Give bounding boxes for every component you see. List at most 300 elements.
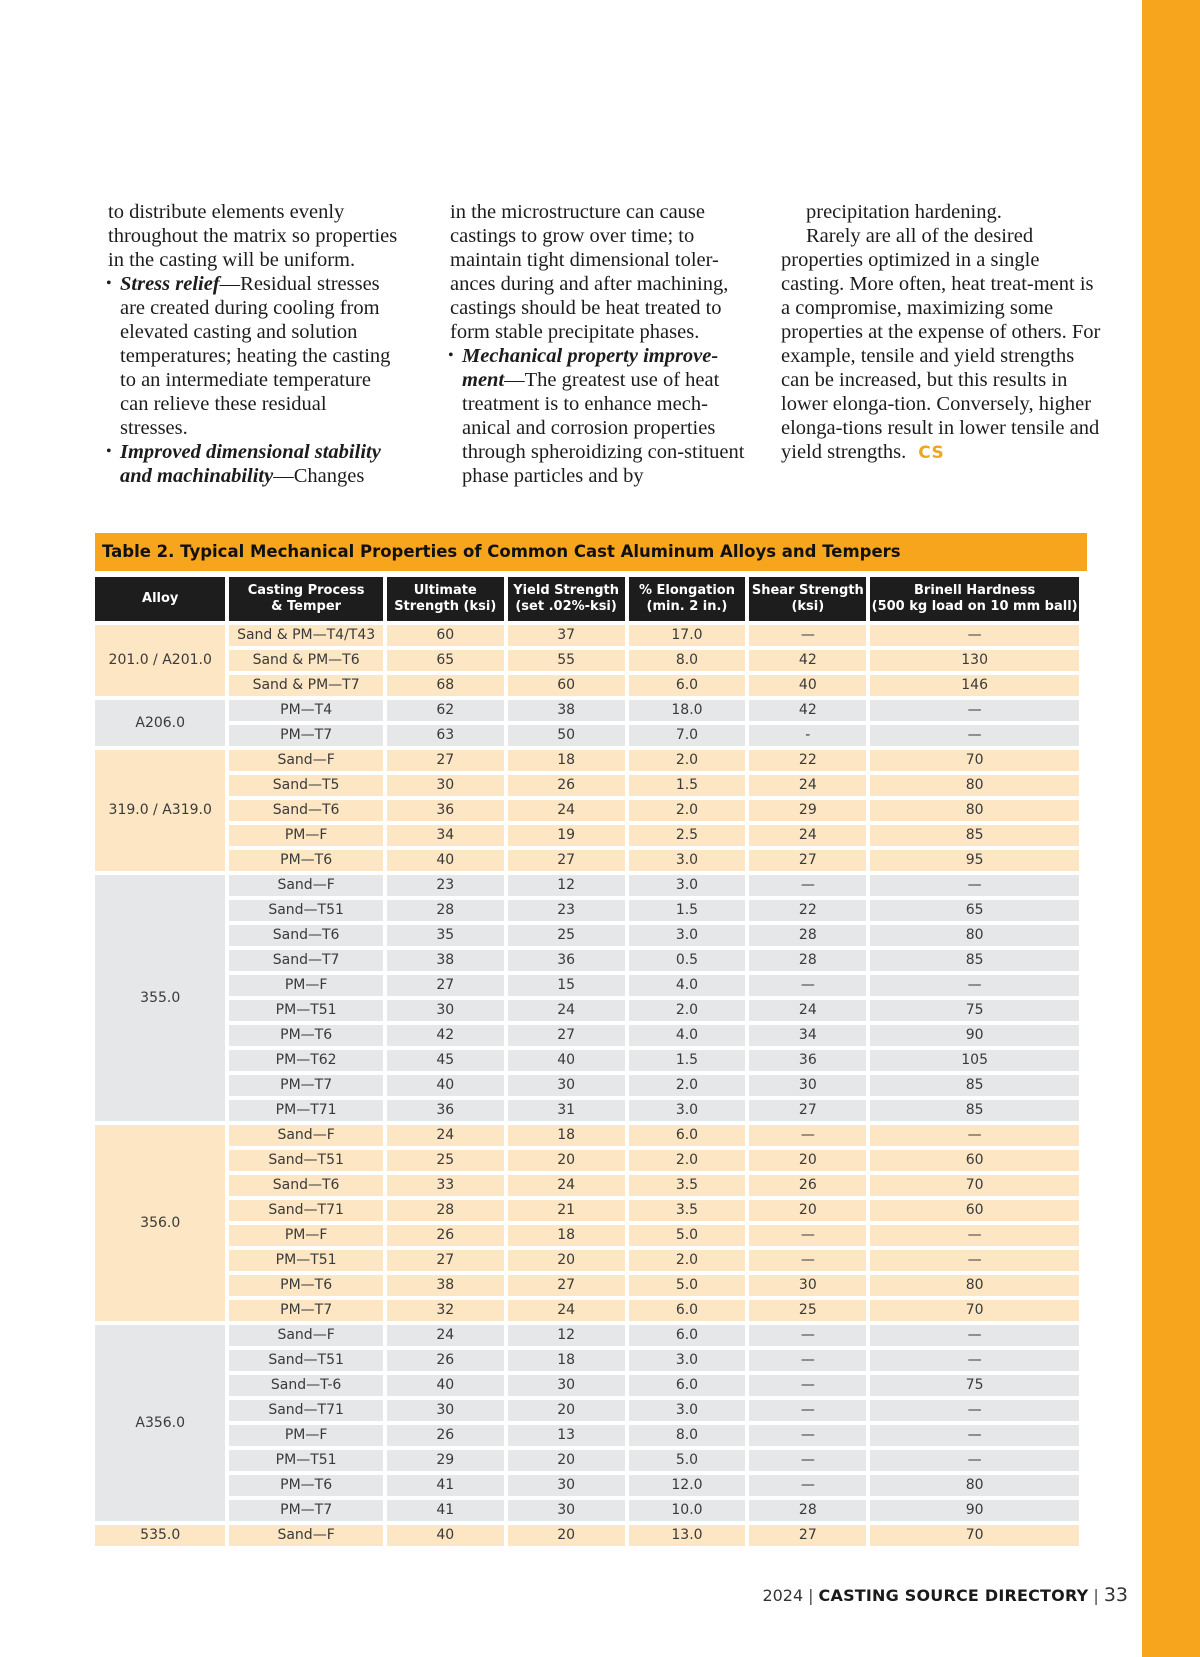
- table-cell: 55: [508, 650, 625, 671]
- table-cell: 30: [508, 1475, 625, 1496]
- table-cell: 85: [870, 825, 1079, 846]
- table-cell: PM—F: [229, 1225, 382, 1246]
- column-header-line: Yield Strength: [513, 583, 619, 598]
- table-cell: PM—T6: [229, 850, 382, 871]
- table-cell: 30: [508, 1500, 625, 1521]
- table-cell: 3.0: [629, 875, 746, 896]
- table-cell: —: [870, 700, 1079, 721]
- table-row: [95, 1025, 1079, 1046]
- table-row: [95, 975, 1079, 996]
- paragraph-text: Rarely are all of the desired properties optimized in a single casting. More often, heat treat-ment is a compromise, maximizing some properties at the expense of others. For example, tensile and yield strengths can be increased, but this results in lower elonga-tion. Conversely, higher elonga-tions result in lower tensile and yield strengths.: [781, 225, 1101, 463]
- table-cell: 24: [508, 1000, 625, 1021]
- table-cell: 5.0: [629, 1275, 746, 1296]
- table-cell: 27: [508, 1275, 625, 1296]
- table-cell: —: [870, 725, 1079, 746]
- table-cell: 45: [387, 1050, 504, 1071]
- table-cell: 28: [387, 900, 504, 921]
- table-cell: 27: [749, 1525, 866, 1546]
- table-cell: 26: [749, 1175, 866, 1196]
- footer-year: 2024: [762, 1586, 804, 1605]
- table-cell: 62: [387, 700, 504, 721]
- page-number: 33: [1103, 1584, 1128, 1606]
- table-cell: 28: [749, 950, 866, 971]
- column-header: [508, 577, 625, 621]
- table-cell: 20: [508, 1450, 625, 1471]
- table-cell: 40: [387, 1375, 504, 1396]
- bullet-paragraph: [108, 272, 398, 440]
- table-cell: PM—T51: [229, 1000, 382, 1021]
- table-cell: 3.0: [629, 1400, 746, 1421]
- table-cell: 6.0: [629, 675, 746, 696]
- table-cell: 23: [508, 900, 625, 921]
- table-cell: 36: [387, 1100, 504, 1121]
- table-row: [95, 775, 1079, 796]
- table-cell: 60: [870, 1150, 1079, 1171]
- table-cell: 75: [870, 1000, 1079, 1021]
- mechanical-properties-table: [91, 573, 1083, 1550]
- table-cell: —: [749, 1450, 866, 1471]
- table-cell: 30: [387, 1400, 504, 1421]
- table-cell: Sand—T-6: [229, 1375, 382, 1396]
- table-cell: 30: [749, 1275, 866, 1296]
- table-row: [95, 1150, 1079, 1171]
- table-cell: 80: [870, 775, 1079, 796]
- table-cell: 31: [508, 1100, 625, 1121]
- text-column-3: [781, 200, 1101, 465]
- table-cell: 26: [387, 1350, 504, 1371]
- table-cell: 24: [749, 1000, 866, 1021]
- table-row: [95, 1000, 1079, 1021]
- table-cell: 21: [508, 1200, 625, 1221]
- paragraph: [450, 200, 750, 344]
- table-cell: 90: [870, 1025, 1079, 1046]
- table-cell: 29: [387, 1450, 504, 1471]
- table-cell: 18: [508, 750, 625, 771]
- alloy-cell: 201.0 / A201.0: [95, 625, 225, 696]
- paragraph: [781, 224, 1101, 465]
- bullet-paragraph: [450, 344, 750, 488]
- table-cell: 24: [508, 1175, 625, 1196]
- table-cell: 1.5: [629, 775, 746, 796]
- table-row: [95, 1050, 1079, 1071]
- table-cell: —: [749, 975, 866, 996]
- table-cell: —: [870, 1400, 1079, 1421]
- column-header-line: (set .02%-ksi): [515, 599, 617, 614]
- table-cell: PM—T71: [229, 1100, 382, 1121]
- table-row: [95, 750, 1079, 771]
- text-column-1: [108, 200, 398, 488]
- table-cell: 80: [870, 1275, 1079, 1296]
- table-cell: 23: [387, 875, 504, 896]
- table-cell: Sand—F: [229, 1325, 382, 1346]
- table-row: [95, 625, 1079, 646]
- table-cell: 70: [870, 1300, 1079, 1321]
- bullet-text: —Residual stresses are created during cooling from elevated casting and solution temperatures; heating the casting to an intermediate temperature can relieve these residual stresses.: [120, 273, 391, 439]
- table-cell: 28: [387, 1200, 504, 1221]
- table-cell: 146: [870, 675, 1079, 696]
- paragraph-text: in the microstructure can cause castings to grow over time; to maintain tight dimensional toler-ances during and after machining, castings should be heat treated to form stable precipitate phases.: [450, 201, 729, 343]
- table-row: [95, 1350, 1079, 1371]
- table-cell: 41: [387, 1500, 504, 1521]
- table-cell: 12.0: [629, 1475, 746, 1496]
- table-cell: 25: [508, 925, 625, 946]
- table-cell: 17.0: [629, 625, 746, 646]
- table-cell: 6.0: [629, 1375, 746, 1396]
- table-cell: 3.0: [629, 1100, 746, 1121]
- table-cell: 10.0: [629, 1500, 746, 1521]
- table-cell: 130: [870, 650, 1079, 671]
- table-cell: 28: [749, 1500, 866, 1521]
- bullet-term: Improved dimensional stability and machinability: [120, 441, 381, 487]
- table-row: [95, 1125, 1079, 1146]
- table-row: [95, 675, 1079, 696]
- table-cell: 27: [749, 1100, 866, 1121]
- table-cell: 27: [508, 850, 625, 871]
- table-cell: 18: [508, 1350, 625, 1371]
- table-cell: —: [749, 1125, 866, 1146]
- column-header: [229, 577, 382, 621]
- table-cell: 5.0: [629, 1450, 746, 1471]
- paragraph: [781, 200, 1101, 224]
- table-row: [95, 1375, 1079, 1396]
- table-cell: 2.0: [629, 1250, 746, 1271]
- table-cell: 20: [508, 1150, 625, 1171]
- table-cell: Sand—T71: [229, 1400, 382, 1421]
- table-cell: 30: [508, 1075, 625, 1096]
- column-header: [629, 577, 746, 621]
- table-cell: 38: [387, 950, 504, 971]
- table-cell: 6.0: [629, 1125, 746, 1146]
- table-cell: —: [749, 875, 866, 896]
- alloy-cell: A356.0: [95, 1325, 225, 1521]
- table-cell: 30: [508, 1375, 625, 1396]
- column-header-line: (500 kg load on 10 mm ball): [871, 599, 1078, 614]
- table-cell: —: [749, 625, 866, 646]
- table-cell: 85: [870, 1100, 1079, 1121]
- table-cell: PM—T7: [229, 1500, 382, 1521]
- table-cell: —: [749, 1225, 866, 1246]
- column-header-line: % Elongation: [638, 583, 735, 598]
- table-cell: —: [749, 1425, 866, 1446]
- column-header-line: Ultimate: [413, 583, 477, 598]
- table-cell: —: [749, 1350, 866, 1371]
- table-cell: 70: [870, 750, 1079, 771]
- table-cell: 6.0: [629, 1325, 746, 1346]
- table-cell: 27: [508, 1025, 625, 1046]
- paragraph-text: precipitation hardening.: [806, 201, 1002, 223]
- table-cell: 105: [870, 1050, 1079, 1071]
- table-cell: Sand—F: [229, 1125, 382, 1146]
- table-cell: 33: [387, 1175, 504, 1196]
- alloy-cell: A206.0: [95, 700, 225, 746]
- table-cell: —: [870, 1425, 1079, 1446]
- table-cell: 18: [508, 1125, 625, 1146]
- table-cell: 18.0: [629, 700, 746, 721]
- table-cell: 26: [387, 1425, 504, 1446]
- table-cell: —: [749, 1325, 866, 1346]
- table-cell: 42: [749, 650, 866, 671]
- table-header-row: [95, 577, 1079, 621]
- table-row: [95, 1250, 1079, 1271]
- table-row: [95, 700, 1079, 721]
- column-header-line: (min. 2 in.): [646, 599, 728, 614]
- table-row: [95, 1200, 1079, 1221]
- table-cell: Sand & PM—T4/T43: [229, 625, 382, 646]
- bullet-term: Mechanical property improve-ment: [462, 345, 719, 391]
- table-cell: —: [749, 1400, 866, 1421]
- table-cell: 90: [870, 1500, 1079, 1521]
- table-cell: —: [870, 1350, 1079, 1371]
- column-header-line: Brinell Hardness: [914, 583, 1036, 598]
- column-header: [870, 577, 1079, 621]
- table-cell: Sand—T7: [229, 950, 382, 971]
- table-row: [95, 900, 1079, 921]
- table-cell: 85: [870, 950, 1079, 971]
- table-cell: 32: [387, 1300, 504, 1321]
- column-header-line: Strength (ksi): [394, 599, 497, 614]
- table-cell: 38: [387, 1275, 504, 1296]
- table-cell: 42: [387, 1025, 504, 1046]
- table-cell: 24: [508, 800, 625, 821]
- table-cell: —: [870, 1325, 1079, 1346]
- table-cell: 80: [870, 925, 1079, 946]
- table-cell: Sand—F: [229, 875, 382, 896]
- column-header-line: Shear Strength: [751, 583, 864, 598]
- table-cell: 3.0: [629, 925, 746, 946]
- table-cell: 29: [749, 800, 866, 821]
- table-cell: PM—T7: [229, 725, 382, 746]
- table-cell: 24: [749, 825, 866, 846]
- table-cell: 2.0: [629, 1075, 746, 1096]
- table-cell: 0.5: [629, 950, 746, 971]
- table-cell: 36: [508, 950, 625, 971]
- table-cell: Sand—T6: [229, 1175, 382, 1196]
- table-cell: 20: [749, 1200, 866, 1221]
- table-row: [95, 1300, 1079, 1321]
- table-row: [95, 1450, 1079, 1471]
- table-cell: 40: [749, 675, 866, 696]
- table-cell: —: [870, 1450, 1079, 1471]
- article-text: [108, 200, 1101, 500]
- table-cell: 63: [387, 725, 504, 746]
- table-cell: Sand—F: [229, 1525, 382, 1546]
- footer-publication-title: CASTING SOURCE DIRECTORY: [818, 1586, 1089, 1605]
- table-cell: 40: [387, 1525, 504, 1546]
- table-cell: —: [870, 1125, 1079, 1146]
- alloy-cell: 355.0: [95, 875, 225, 1121]
- table-cell: 2.5: [629, 825, 746, 846]
- table-cell: Sand—T51: [229, 1350, 382, 1371]
- table-cell: —: [870, 625, 1079, 646]
- table-cell: 60: [387, 625, 504, 646]
- table-cell: Sand—F: [229, 750, 382, 771]
- table-cell: PM—T7: [229, 1075, 382, 1096]
- page-footer: 2024 | CASTING SOURCE DIRECTORY | 33: [762, 1584, 1128, 1606]
- table-cell: 2.0: [629, 800, 746, 821]
- table-cell: 12: [508, 875, 625, 896]
- table-cell: 20: [508, 1400, 625, 1421]
- table-cell: Sand—T51: [229, 1150, 382, 1171]
- table-cell: 20: [749, 1150, 866, 1171]
- table-cell: 4.0: [629, 1025, 746, 1046]
- table-cell: 68: [387, 675, 504, 696]
- table-cell: PM—T51: [229, 1250, 382, 1271]
- table-cell: 24: [387, 1125, 504, 1146]
- table-row: [95, 1075, 1079, 1096]
- table-cell: PM—T51: [229, 1450, 382, 1471]
- table-row: [95, 1275, 1079, 1296]
- table-row: [95, 1175, 1079, 1196]
- table-cell: 2.0: [629, 1150, 746, 1171]
- column-header-line: & Temper: [271, 599, 342, 614]
- table-cell: 8.0: [629, 1425, 746, 1446]
- table-row: [95, 1475, 1079, 1496]
- table-cell: 6.0: [629, 1300, 746, 1321]
- table-row: [95, 1225, 1079, 1246]
- table-cell: Sand—T6: [229, 925, 382, 946]
- table-cell: 27: [387, 750, 504, 771]
- table-cell: PM—T4: [229, 700, 382, 721]
- table-cell: 38: [508, 700, 625, 721]
- table-cell: 12: [508, 1325, 625, 1346]
- table-cell: 3.0: [629, 850, 746, 871]
- table-row: [95, 800, 1079, 821]
- table-cell: 24: [749, 775, 866, 796]
- paragraph: [108, 200, 398, 272]
- table-row: [95, 1525, 1079, 1546]
- table-cell: 80: [870, 1475, 1079, 1496]
- table-cell: Sand—T5: [229, 775, 382, 796]
- table-cell: 30: [387, 1000, 504, 1021]
- table-cell: 80: [870, 800, 1079, 821]
- table-cell: 70: [870, 1525, 1079, 1546]
- table-cell: PM—F: [229, 975, 382, 996]
- table-cell: 26: [508, 775, 625, 796]
- column-header-line: (ksi): [791, 599, 825, 614]
- paragraph-text: to distribute elements evenly throughout the matrix so properties in the casting will be uniform.: [108, 201, 398, 271]
- table-cell: PM—T7: [229, 1300, 382, 1321]
- table-cell: —: [870, 1225, 1079, 1246]
- bullet-text: —Changes: [273, 465, 365, 487]
- table-cell: 3.5: [629, 1200, 746, 1221]
- table-cell: 40: [387, 1075, 504, 1096]
- table-row: [95, 1400, 1079, 1421]
- table-cell: 2.0: [629, 1000, 746, 1021]
- table-cell: PM—F: [229, 1425, 382, 1446]
- table-cell: 41: [387, 1475, 504, 1496]
- text-column-2: [450, 200, 750, 488]
- table-cell: Sand—T6: [229, 800, 382, 821]
- table-cell: 22: [749, 750, 866, 771]
- table-cell: 2.0: [629, 750, 746, 771]
- column-header: [749, 577, 866, 621]
- table-cell: 65: [870, 900, 1079, 921]
- table-cell: 40: [387, 850, 504, 871]
- table-row: [95, 725, 1079, 746]
- table-cell: —: [749, 1375, 866, 1396]
- table-row: [95, 825, 1079, 846]
- table-cell: 27: [387, 1250, 504, 1271]
- table-cell: 22: [749, 900, 866, 921]
- table-cell: 75: [870, 1375, 1079, 1396]
- table-cell: 65: [387, 650, 504, 671]
- table-cell: 60: [870, 1200, 1079, 1221]
- table-cell: PM—T6: [229, 1475, 382, 1496]
- table-title: Table 2. Typical Mechanical Properties of Common Cast Aluminum Alloys and Tempers: [95, 533, 1087, 571]
- bullet-text: —The greatest use of heat treatment is to enhance mech-anical and corrosion properties through spheroidizing con-stituent phase particles and by: [462, 369, 745, 487]
- table-cell: 15: [508, 975, 625, 996]
- table-cell: 20: [508, 1525, 625, 1546]
- table-cell: 20: [508, 1250, 625, 1271]
- table-cell: 40: [508, 1050, 625, 1071]
- table-cell: 24: [508, 1300, 625, 1321]
- table-cell: 4.0: [629, 975, 746, 996]
- table-row: [95, 875, 1079, 896]
- table-cell: Sand—T71: [229, 1200, 382, 1221]
- table-row: [95, 1100, 1079, 1121]
- bullet-paragraph: [108, 440, 398, 488]
- table-row: [95, 925, 1079, 946]
- table-cell: PM—T6: [229, 1275, 382, 1296]
- column-header-line: Alloy: [142, 591, 179, 606]
- table-cell: 50: [508, 725, 625, 746]
- table-cell: 27: [387, 975, 504, 996]
- table-cell: 1.5: [629, 900, 746, 921]
- table-cell: —: [749, 1475, 866, 1496]
- table-cell: —: [870, 875, 1079, 896]
- table-cell: 8.0: [629, 650, 746, 671]
- table-cell: 7.0: [629, 725, 746, 746]
- table-cell: 25: [387, 1150, 504, 1171]
- table-row: [95, 850, 1079, 871]
- table-cell: 3.5: [629, 1175, 746, 1196]
- table-cell: —: [749, 1250, 866, 1271]
- table-cell: 34: [749, 1025, 866, 1046]
- column-header: [95, 577, 225, 621]
- table-cell: 35: [387, 925, 504, 946]
- table-cell: PM—F: [229, 825, 382, 846]
- table-row: [95, 650, 1079, 671]
- table-cell: 36: [387, 800, 504, 821]
- table-cell: —: [870, 1250, 1079, 1271]
- end-of-article-mark: CS: [918, 443, 945, 463]
- table-cell: 18: [508, 1225, 625, 1246]
- table-cell: 5.0: [629, 1225, 746, 1246]
- table-cell: 27: [749, 850, 866, 871]
- table-cell: PM—T62: [229, 1050, 382, 1071]
- table-cell: —: [870, 975, 1079, 996]
- table-cell: 3.0: [629, 1350, 746, 1371]
- table-cell: 42: [749, 700, 866, 721]
- table-row: [95, 1325, 1079, 1346]
- table-cell: Sand & PM—T6: [229, 650, 382, 671]
- table-cell: 24: [387, 1325, 504, 1346]
- column-header-line: Casting Process: [247, 583, 365, 598]
- table-cell: 37: [508, 625, 625, 646]
- table-cell: Sand & PM—T7: [229, 675, 382, 696]
- table-cell: 13: [508, 1425, 625, 1446]
- table-row: [95, 950, 1079, 971]
- table-cell: PM—T6: [229, 1025, 382, 1046]
- bullet-term: Stress relief: [120, 273, 220, 295]
- table-cell: 28: [749, 925, 866, 946]
- table-cell: Sand—T51: [229, 900, 382, 921]
- column-header: [387, 577, 504, 621]
- table-cell: -: [749, 725, 866, 746]
- table-cell: 95: [870, 850, 1079, 871]
- alloy-cell: 319.0 / A319.0: [95, 750, 225, 871]
- accent-sidebar-strip: [1142, 0, 1200, 1657]
